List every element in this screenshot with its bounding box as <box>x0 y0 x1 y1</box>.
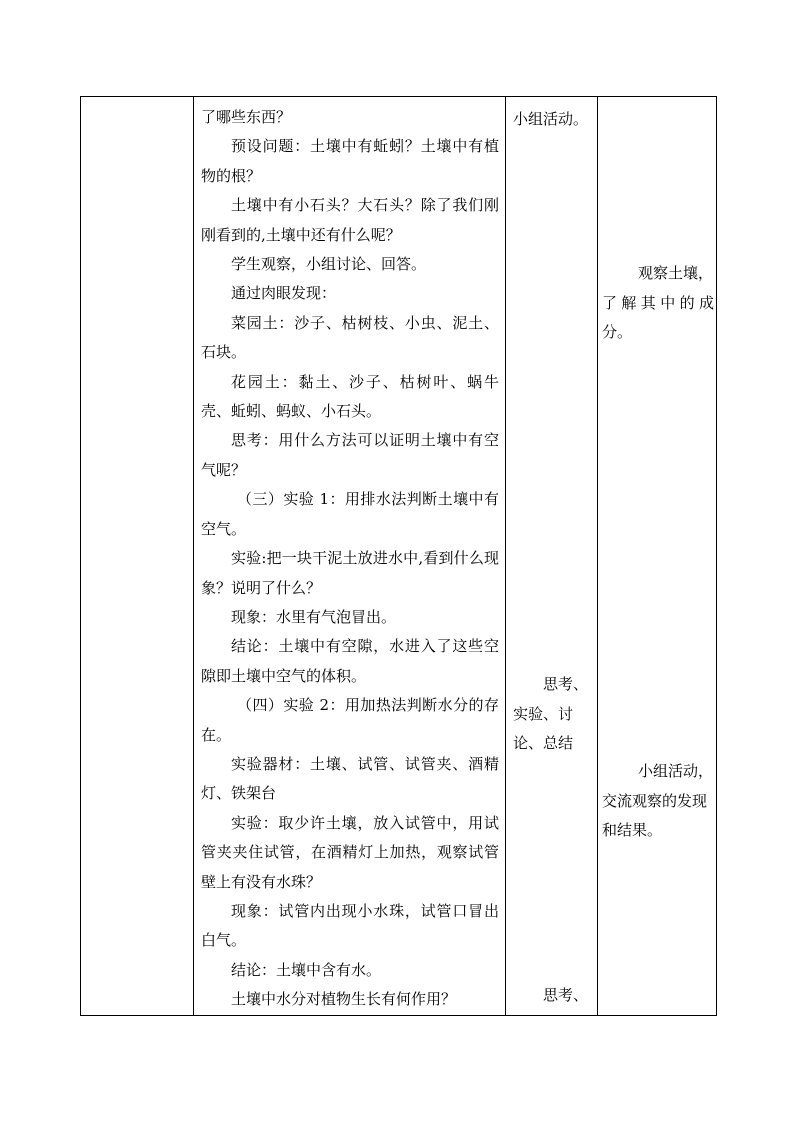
content-line: 菜园土：沙子、枯树枝、小虫、泥土、石块。 <box>201 313 499 362</box>
content-line: （三）实验 1：用排水法判断土壤中有空气。 <box>201 490 499 538</box>
group-activity-text: 小组活动。 <box>513 110 589 128</box>
table-row <box>81 97 717 1016</box>
exchange-text <box>602 757 714 846</box>
content-line: 结论：土壤中含有水。 <box>231 960 382 979</box>
content-line: 土壤中有小石头？大石头？除了我们刚刚看到的,土壤中还有什么呢？ <box>201 196 499 244</box>
content-line: 实验:把一块干泥土放进水中,看到什么现象？说明了什么？ <box>201 549 499 597</box>
teaching-content-cell <box>194 97 506 1016</box>
exchange-rest: 交流观察的发现和结果。 <box>602 791 708 839</box>
content-line: 通过肉眼发现： <box>231 284 337 303</box>
design-intent-cell <box>598 97 717 1016</box>
exchange-first: 小组活动， <box>638 762 714 780</box>
content-line: 现象：试管内出现小水珠，试管口冒出白气。 <box>201 901 499 950</box>
content-line: （四）实验 2：用加热法判断水分的存在。 <box>201 696 499 744</box>
lesson-table <box>80 96 717 1016</box>
stage-cell <box>81 97 194 1016</box>
content-line: 结论：土壤中有空隙，水进入了这些空隙即土壤中空气的体积。 <box>201 637 499 685</box>
think-rest: 实验、讨论、总结 <box>513 704 574 752</box>
content-line: 现象：水里有气泡冒出。 <box>231 607 397 626</box>
content-line: 预设问题：土壤中有蚯蚓？土壤中有植物的根？ <box>201 137 499 185</box>
think-bottom-text: 思考、 <box>543 986 589 1004</box>
content-line: 思考：用什么方法可以证明土壤中有空气呢？ <box>201 431 499 479</box>
content-line: 实验器材：土壤、试管、试管夹、酒精灯、铁架台 <box>201 754 499 803</box>
think-experiment-text <box>513 670 595 759</box>
think-first: 思考、 <box>543 675 589 693</box>
observe-first: 观察土壤， <box>638 264 714 282</box>
teaching-content <box>194 97 505 1015</box>
content-line: 学生观察，小组讨论、回答。 <box>231 255 427 274</box>
content-line: 实验：取少许土壤，放入试管中，用试管夹夹住试管，在酒精灯上加热，观察试管壁上有没有水珠？ <box>201 813 499 891</box>
content-line: 了哪些东西？ <box>201 108 292 126</box>
student-activity-cell <box>506 97 598 1016</box>
content-line: 花园土：黏土、沙子、枯树叶、蜗牛壳、蚯蚓、蚂蚁、小石头。 <box>201 372 499 421</box>
observe-soil-text <box>602 259 714 348</box>
content-line: 土壤中水分对植物生长有何作用？ <box>231 990 457 1009</box>
observe-rest: 了解其中的成分。 <box>602 293 714 341</box>
